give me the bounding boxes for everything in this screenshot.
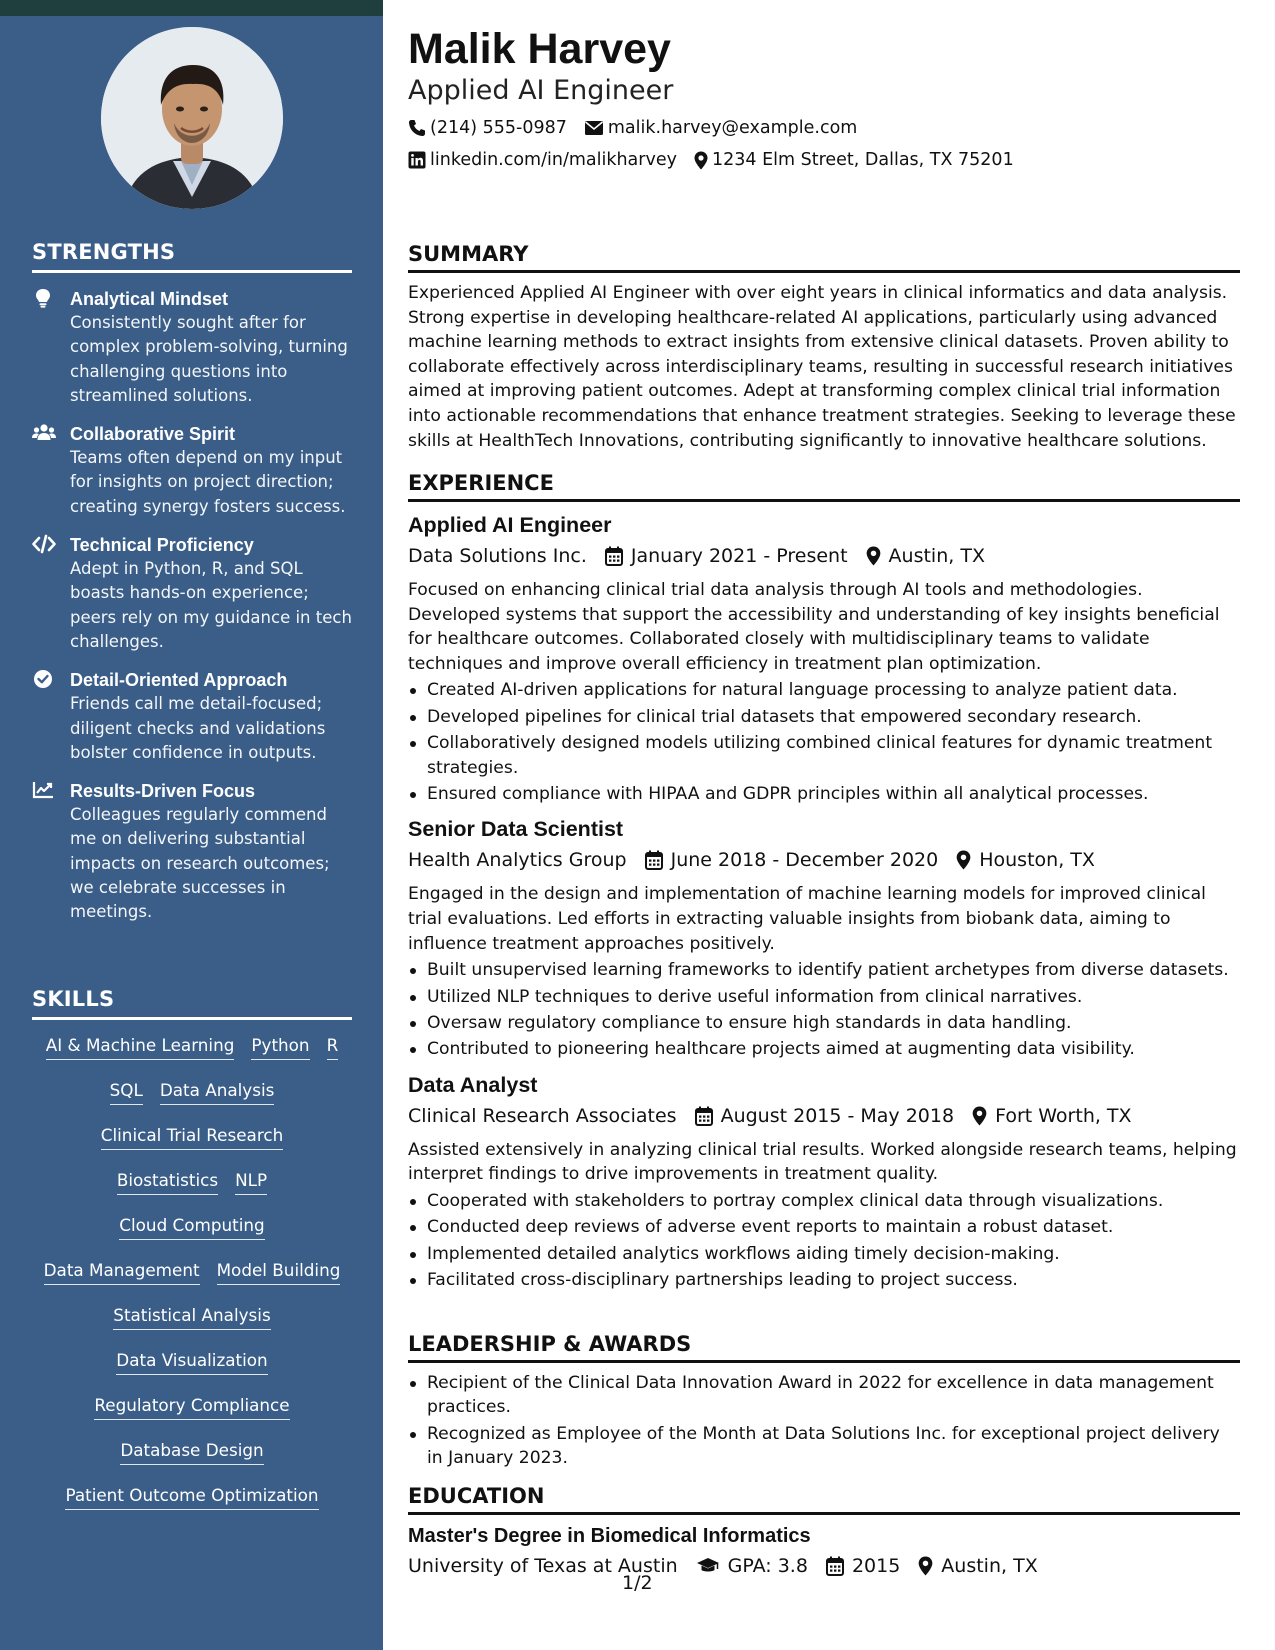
strength-item <box>32 422 352 519</box>
strength-item <box>32 668 352 765</box>
bullet-item: Developed pipelines for clinical trial datasets that empowered secondary research. <box>408 705 1240 729</box>
code-icon <box>32 534 56 554</box>
school-name: University of Texas at Austin <box>408 1555 678 1577</box>
skills-section <box>32 987 352 1529</box>
company-name: Clinical Research Associates <box>408 1104 677 1127</box>
location-text: Houston, TX <box>979 849 1095 872</box>
bullet-item: Facilitated cross-disciplinary partnerships leading to project success. <box>408 1268 1240 1292</box>
skill-row <box>32 1304 352 1349</box>
skill-tag: Data Analysis <box>160 1079 275 1105</box>
resume-header <box>408 22 1240 176</box>
skill-list <box>32 1034 352 1529</box>
bullet-item: Built unsupervised learning frameworks to identify patient archetypes from diverse datasets. <box>408 958 1240 982</box>
strength-title: Detail-Oriented Approach <box>70 670 288 691</box>
skill-row <box>32 1169 352 1214</box>
skill-tag: Clinical Trial Research <box>101 1124 283 1150</box>
section-heading: EDUCATION <box>408 1484 1240 1515</box>
job-bullets <box>408 958 1240 1062</box>
bullet-item: Implemented detailed analytics workflows aiding timely decision-making. <box>408 1242 1240 1266</box>
job-meta <box>408 540 1240 572</box>
company-name: Health Analytics Group <box>408 849 627 872</box>
graduation-cap-icon <box>696 1557 720 1575</box>
strength-desc: Adept in Python, R, and SQL boasts hands-on experience; peers rely on my guidance in tech challenges. <box>70 559 352 651</box>
address-contact <box>694 150 1014 170</box>
skill-tag: Biostatistics <box>117 1169 218 1195</box>
calendar-icon <box>605 546 623 566</box>
map-pin-icon <box>694 151 708 170</box>
dates-text: August 2015 - May 2018 <box>720 1104 955 1127</box>
job-dates <box>605 545 848 567</box>
strength-title: Results-Driven Focus <box>70 781 256 802</box>
chart-line-icon <box>32 780 56 800</box>
award-item: Recognized as Employee of the Month at Data Solutions Inc. for exceptional project delivery in January 2023. <box>408 1422 1240 1471</box>
skill-tag: Regulatory Compliance <box>94 1394 289 1420</box>
location-text: Fort Worth, TX <box>995 1104 1132 1127</box>
skill-tag: Data Management <box>44 1259 200 1285</box>
lightbulb-icon <box>32 288 56 308</box>
candidate-name: Malik Harvey <box>408 25 671 73</box>
company <box>408 849 627 871</box>
contact-line <box>408 144 1240 176</box>
linkedin-icon <box>408 151 426 169</box>
page-indicator: 1/2 <box>622 1572 653 1594</box>
job-entry <box>408 510 1240 806</box>
users-icon <box>32 423 56 443</box>
skill-tag: AI & Machine Learning <box>46 1034 235 1060</box>
candidate-title: Applied AI Engineer <box>408 75 674 106</box>
sidebar-top-bar <box>0 0 383 16</box>
job-meta <box>408 844 1240 876</box>
section-heading: SUMMARY <box>408 242 1240 273</box>
bullet-item: Created AI-driven applications for natural language processing to analyze patient data. <box>408 678 1240 702</box>
job-title: Data Analyst <box>408 1072 538 1097</box>
year-text: 2015 <box>851 1555 901 1577</box>
skill-row <box>32 1349 352 1394</box>
job-description: Focused on enhancing clinical trial data analysis through AI tools and methodologies. Developed systems that support the accessibility and understanding of key insights beneficial for healthcare outcomes. Collaborated closely with multidisciplinary teams to validate techniques and improve overall efficiency in treatment plan optimization. <box>408 580 1220 674</box>
strength-item <box>32 779 352 924</box>
map-pin-icon <box>972 1106 987 1126</box>
bullet-item: Utilized NLP techniques to derive useful information from clinical narratives. <box>408 985 1240 1009</box>
strength-desc: Colleagues regularly commend me on delivering substantial impacts on research outcomes; we celebrate successes in meetings. <box>70 805 330 922</box>
strength-title: Analytical Mindset <box>70 289 229 309</box>
skill-tag: Data Visualization <box>116 1349 267 1375</box>
avatar <box>101 27 283 209</box>
map-pin-icon <box>918 1556 933 1576</box>
job-bullets <box>408 678 1240 806</box>
phone-contact <box>408 118 567 138</box>
skill-row <box>32 1214 352 1259</box>
skill-row <box>32 1394 352 1439</box>
job-title: Senior Data Scientist <box>408 817 624 842</box>
strength-item <box>32 287 352 408</box>
experience-section <box>408 471 1240 1295</box>
email-address[interactable]: malik.harvey@example.com <box>607 118 858 138</box>
skill-row <box>32 1079 352 1124</box>
job-title: Applied AI Engineer <box>408 513 612 537</box>
skill-tag: NLP <box>235 1169 267 1195</box>
education-section <box>408 1484 1240 1582</box>
bullet-item: Contributed to pioneering healthcare projects aimed at augmenting data visibility. <box>408 1037 1240 1061</box>
strength-desc: Consistently sought after for complex problem-solving, turning challenging questions into streamlined solutions. <box>70 313 348 405</box>
skill-row <box>32 1259 352 1304</box>
job-dates <box>645 849 939 871</box>
bullet-item: Ensured compliance with HIPAA and GDPR principles within all analytical processes. <box>408 782 1240 806</box>
skill-tag: SQL <box>110 1079 143 1105</box>
strength-title: Technical Proficiency <box>70 535 254 556</box>
skill-tag: Database Design <box>120 1439 263 1465</box>
job-description: Assisted extensively in analyzing clinical trial results. Worked alongside research teams, helping interpret findings to drive improvements in treatment quality. <box>408 1139 1237 1185</box>
location-text: Austin, TX <box>888 545 985 567</box>
section-heading: LEADERSHIP & AWARDS <box>408 1332 1240 1363</box>
skills-heading: SKILLS <box>32 987 352 1020</box>
job-entry <box>408 814 1240 1061</box>
map-pin-icon <box>866 546 881 566</box>
job-location <box>956 849 1095 871</box>
job-location <box>866 545 985 567</box>
strength-title: Collaborative Spirit <box>70 424 236 445</box>
location-text: Austin, TX <box>941 1555 1038 1577</box>
skill-row <box>32 1124 352 1169</box>
skill-tag: Python <box>251 1034 309 1060</box>
job-dates <box>695 1105 955 1127</box>
job-meta <box>408 1100 1240 1132</box>
skill-tag: Cloud Computing <box>119 1214 264 1240</box>
address: 1234 Elm Street, Dallas, TX 75201 <box>711 150 1014 170</box>
linkedin-contact[interactable] <box>408 150 677 170</box>
skill-row <box>32 1034 352 1079</box>
strengths-heading: STRENGTHS <box>32 240 352 273</box>
award-item: Recipient of the Clinical Data Innovation Award in 2022 for excellence in data management practices. <box>408 1371 1240 1420</box>
check-circle-icon <box>32 669 56 689</box>
strength-desc: Teams often depend on my input for insights on project direction; creating synergy fosters success. <box>70 448 346 516</box>
sidebar <box>0 0 383 1650</box>
job-description: Engaged in the design and implementation of machine learning models for improved clinical trial evaluations. Led efforts in extracting valuable insights from biobank data, aiming to influence treatment approaches positively. <box>408 884 1206 954</box>
bullet-item: Cooperated with stakeholders to portray complex clinical data through visualizations. <box>408 1189 1240 1213</box>
skill-row <box>32 1484 352 1529</box>
bullet-item: Oversaw regulatory compliance to ensure high standards in data handling. <box>408 1011 1240 1035</box>
bullet-item: Conducted deep reviews of adverse event reports to maintain a robust dataset. <box>408 1215 1240 1239</box>
education-location <box>918 1555 1037 1577</box>
email-contact[interactable] <box>584 118 857 138</box>
awards-list <box>408 1371 1240 1471</box>
company <box>408 545 587 567</box>
job-entry <box>408 1070 1240 1293</box>
strength-desc: Friends call me detail-focused; diligent checks and validations bolster confidence in outputs. <box>70 694 326 762</box>
section-heading: EXPERIENCE <box>408 471 1240 502</box>
summary-section <box>408 242 1240 453</box>
map-pin-icon <box>956 850 971 870</box>
education-meta <box>408 1550 1240 1582</box>
bullet-item: Collaboratively designed models utilizing combined clinical features for dynamic treatment strategies. <box>408 731 1240 780</box>
contact-line <box>408 112 1240 144</box>
company <box>408 1105 677 1127</box>
calendar-icon <box>695 1106 713 1126</box>
job-bullets <box>408 1189 1240 1293</box>
envelope-icon <box>584 120 604 136</box>
skill-tag: Model Building <box>217 1259 341 1285</box>
linkedin-url[interactable]: linkedin.com/in/malikharvey <box>430 150 677 170</box>
graduation-year <box>826 1555 900 1577</box>
skill-tag: Patient Outcome Optimization <box>65 1484 318 1510</box>
phone-number: (214) 555-0987 <box>430 118 567 138</box>
calendar-icon <box>645 850 663 870</box>
strength-item <box>32 533 352 654</box>
gpa-text: GPA: 3.8 <box>727 1555 808 1577</box>
skill-tag: R <box>327 1034 339 1060</box>
degree-title: Master's Degree in Biomedical Informatics <box>408 1525 811 1547</box>
gpa <box>696 1555 808 1577</box>
dates-text: January 2021 - Present <box>630 545 848 567</box>
skill-tag: Statistical Analysis <box>113 1304 270 1330</box>
summary-text: Experienced Applied AI Engineer with over eight years in clinical informatics and data analysis. Strong expertise in developing healthcare-related AI applications, particularly using advanced machine learning methods to extract insights from extensive clinical datasets. Proven ability to collaborate effectively across interdisciplinary teams, resulting in successful research initiatives aimed at improving patient outcomes. Adept at transforming complex clinical trial information into actionable recommendations that enhance treatment strategies. Seeking to leverage these skills at HealthTech Innovations, contributing significantly to innovative healthcare solutions. <box>408 283 1236 451</box>
strengths-section <box>32 240 352 925</box>
phone-icon <box>408 119 426 137</box>
awards-section <box>408 1332 1240 1473</box>
calendar-icon <box>826 1556 844 1576</box>
dates-text: June 2018 - December 2020 <box>670 849 939 872</box>
job-location <box>972 1105 1131 1127</box>
skill-row <box>32 1439 352 1484</box>
company-name: Data Solutions Inc. <box>408 545 587 567</box>
